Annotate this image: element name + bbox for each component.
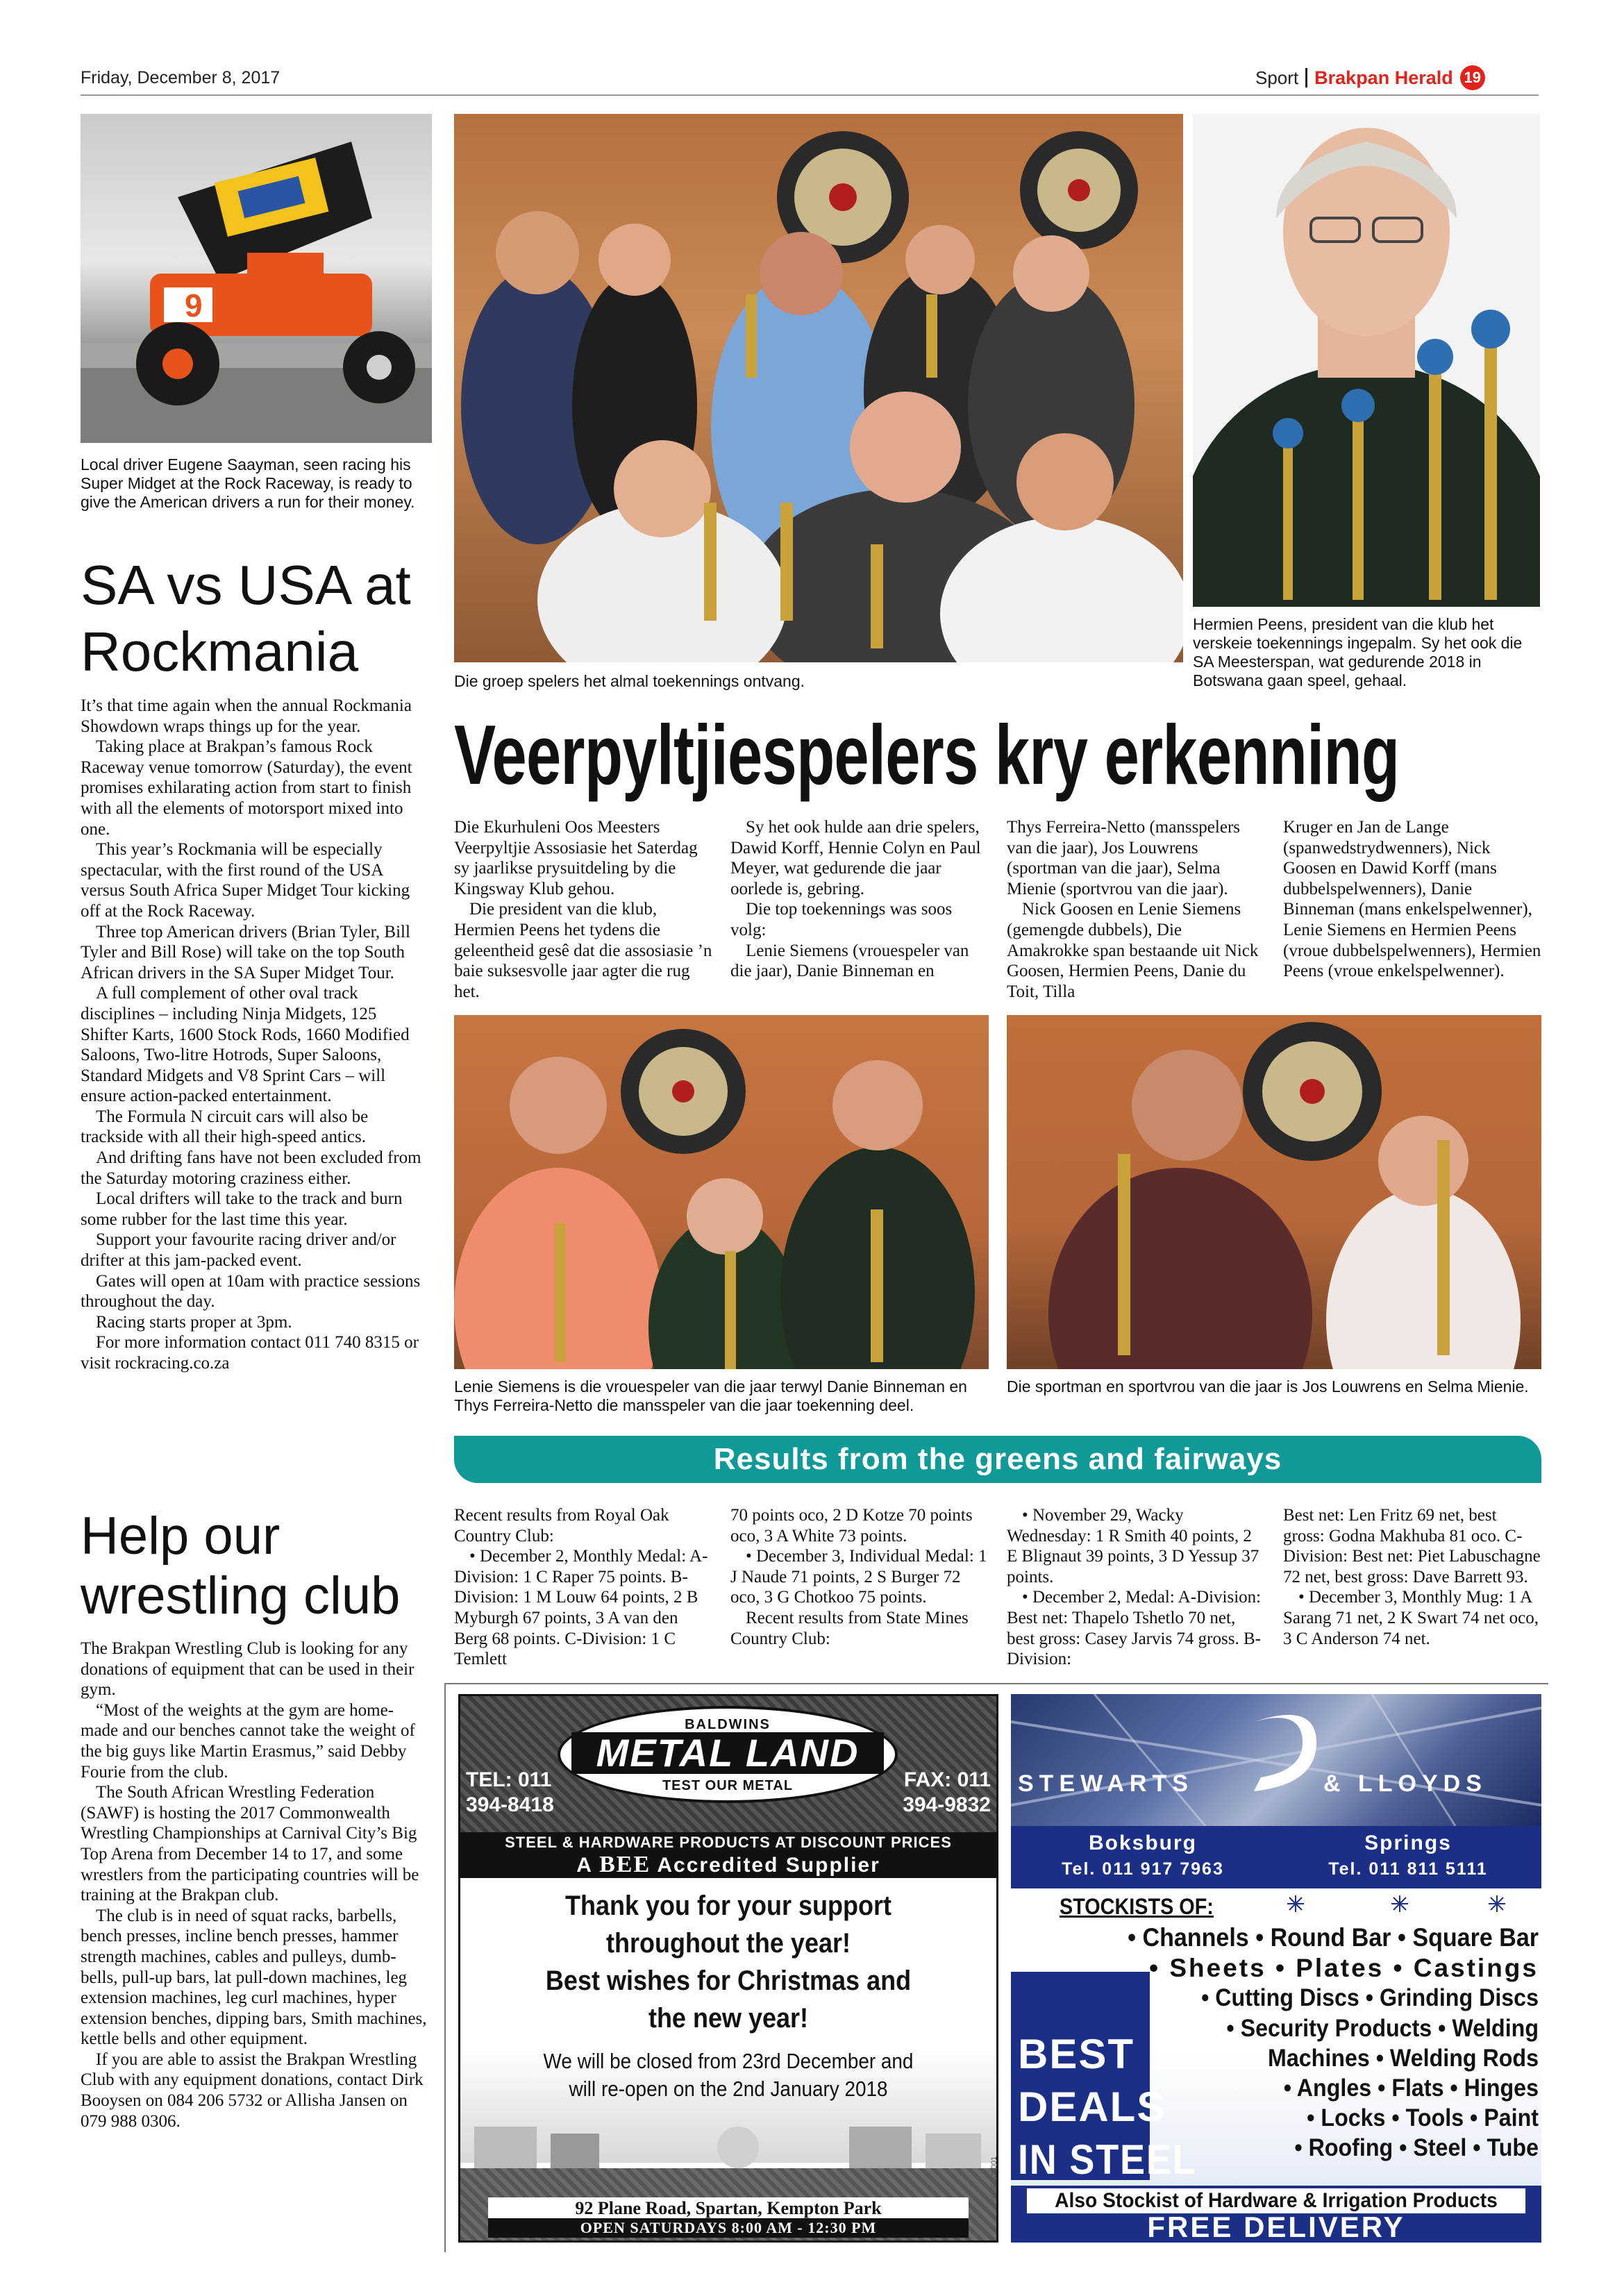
race-car-photo bbox=[81, 114, 432, 443]
rockmania-headline: SA vs USA at Rockmania bbox=[81, 554, 411, 682]
metal-land-fax-label: FAX: 011 bbox=[903, 1768, 991, 1791]
metal-land-strip2-a: A bbox=[576, 1854, 592, 1877]
rockmania-p11: Racing starts proper at 3pm. bbox=[96, 1312, 292, 1332]
metal-land-ref: 030E0C0001 bbox=[990, 2156, 998, 2201]
metal-land-tagline: TEST OUR METAL bbox=[662, 1778, 794, 1793]
stewarts-line-8: • Roofing • Steel • Tube bbox=[1294, 2134, 1539, 2161]
darts-col-3 bbox=[1007, 817, 1265, 1002]
wrestling-p4: The club is in need of squat racks, barbells, bench presses, incline bench presses, hammer strength machines, cables and pulleys, dumb-bells, pull-up bars, lat pull-down machines, leg extension machines, leg curl machines, hyper extension benches, dipping bars, Smith machines, kettle bells and other equipment. bbox=[81, 1906, 427, 2049]
metal-land-strip2-b: BEE bbox=[599, 1852, 651, 1877]
hermien-photo bbox=[1193, 114, 1540, 607]
stewarts-line-7: • Locks • Tools • Paint bbox=[1307, 2104, 1539, 2131]
stewarts-branch2-tel: Tel. 011 811 5111 bbox=[1328, 1859, 1488, 1879]
stewarts-big-2: DEALS bbox=[1018, 2084, 1166, 2130]
stewarts-line-3: • Cutting Discs • Grinding Discs bbox=[1201, 1984, 1539, 2011]
metal-land-tel-label: TEL: 011 bbox=[466, 1768, 552, 1791]
darts-col-2 bbox=[730, 817, 989, 982]
metal-land-thanks-2: throughout the year! bbox=[606, 1928, 851, 1959]
darts-c2-p2: Die top toekennings was soos volg: bbox=[730, 900, 953, 939]
rockmania-p12: For more information contact 011 740 8315 or visit rockracing.co.za bbox=[81, 1333, 419, 1373]
stewarts-brand-left: STEWARTS bbox=[1018, 1770, 1194, 1797]
golf-c4-p2: • December 3, Monthly Mug: 1 A Sarang 71 net, 2 K Swart 74 net oco, 3 C Anderson 74 net. bbox=[1283, 1588, 1539, 1648]
metal-land-thanks-1: Thank you for your support bbox=[564, 1891, 891, 1921]
metal-land-wishes-2: the new year! bbox=[648, 2003, 809, 2034]
golf-banner-title: Results from the greens and fairways bbox=[713, 1442, 1282, 1476]
metal-land-strip1: STEEL & HARDWARE PRODUCTS AT DISCOUNT PRICES bbox=[460, 1832, 996, 1853]
stewarts-line-1: • Channels • Round Bar • Square Bar bbox=[1128, 1923, 1539, 1952]
rockmania-p6: The Formula N circuit cars will also be trackside with all their high-speed antics. bbox=[81, 1107, 369, 1147]
golf-banner bbox=[454, 1436, 1541, 1483]
stewarts-line-6: • Angles • Flats • Hinges bbox=[1283, 2075, 1539, 2102]
golf-c3-p2: • December 2, Medal: A-Division: Best net: Thapelo Tshetlo 70 net, best gross: Casey Jarvis 74 gross. B-Division: bbox=[1007, 1588, 1262, 1669]
rockmania-p2: Taking place at Brakpan’s famous Rock Raceway venue tomorrow (Saturday), the event promises exhilarating action from start to finish with all the elements of motorsport mixed into one. bbox=[81, 737, 412, 839]
golf-c2-p2: • December 3, Individual Medal: 1 J Naude 71 points, 2 S Burger 72 oco, 3 G Chotkoo 75 points. bbox=[730, 1547, 987, 1607]
golf-c1-p1: Recent results from Royal Oak Country Club: bbox=[454, 1506, 669, 1545]
darts-c2-p3: Lenie Siemens (vrouespeler van die jaar), Danie Binneman en bbox=[730, 941, 969, 981]
golf-c1-p2: • December 2, Monthly Medal: A-Division: 1 C Raper 75 points. B-Division: 1 M Louw 64 points, 2 B Myburgh 67 points, 3 A van den Berg 68 points. C-Division: 1 C Temlett bbox=[454, 1547, 708, 1669]
wrestling-p2: “Most of the weights at the gym are home-made and our benches cannot take the weight of the big guys like Martin Erasmus,” said Debby Fourie from the club. bbox=[81, 1700, 415, 1782]
wrestling-headline: Help our wrestling club bbox=[81, 1507, 401, 1625]
rockmania-p1: It’s that time again when the annual Rockmania Showdown wraps things up for the year. bbox=[81, 696, 412, 736]
golf-c4-p1: Best net: Len Fritz 69 net, best gross: Godna Makhuba 81 oco. C-Division: Best net: Piet Labuschagne 72 net, best gross: Dave Barrett 93. bbox=[1283, 1506, 1541, 1586]
darts-c3-p1: Thys Ferreira-Netto (mansspelers van die jaar), Jos Louwrens (sportman van die jaar), Selma Mienie (sportvrou van die jaar). bbox=[1007, 818, 1240, 898]
brand-name: Brakpan Herald bbox=[1314, 67, 1453, 88]
stewarts-line-5: Machines • Welding Rods bbox=[1268, 2045, 1539, 2072]
stewarts-header-image bbox=[1011, 1694, 1541, 1826]
race-car-caption: Local driver Eugene Saayman, seen racing his Super Midget at the Rock Raceway, is ready to give the American drivers a run for their money. bbox=[81, 455, 415, 511]
stewarts-line-2: • Sheets • Plates • Castings bbox=[1149, 1954, 1539, 1982]
darts-c4-p1: Kruger en Jan de Lange (spanwedstrydwenners), Nick Goosen en Dawid Korff (mans dubbelspelwenners), Danie Binneman (mans enkelspelwenner), Lenie Siemens en Hermien Peens (vroue dubbelspelwenners), Hermien Peens (vroue enkelspelwenner). bbox=[1283, 818, 1541, 981]
snowflake-icons bbox=[1011, 1888, 1541, 2187]
rockmania-p9: Support your favourite racing driver and/or drifter at this jam-packed event. bbox=[81, 1230, 396, 1271]
darts-c2-p1: Sy het ook hulde aan drie spelers, Dawid Korff, Hennie Colyn en Paul Meyer, wat gedurende die jaar oorlede is, gebring. bbox=[730, 818, 981, 898]
stewarts-big-1: BEST bbox=[1018, 2031, 1135, 2077]
metal-land-logo: METAL LAND bbox=[571, 1732, 884, 1774]
group-photo bbox=[454, 114, 1183, 662]
darts-col-1 bbox=[454, 817, 712, 1002]
metal-land-wishes-1: Best wishes for Christmas and bbox=[545, 1966, 912, 1996]
ads-rule-left bbox=[444, 1683, 446, 2252]
darts-headline: Veerpyltjiespelers kry erkenning bbox=[454, 707, 1400, 802]
golf-col-4 bbox=[1283, 1505, 1541, 1649]
metal-land-ad bbox=[458, 1694, 998, 2243]
trio-photo bbox=[454, 1015, 989, 1369]
stewarts-branch1-name: Boksburg bbox=[1088, 1832, 1197, 1854]
header-rule bbox=[81, 94, 1539, 96]
darts-c1-p1: Die Ekurhuleni Oos Meesters Veerpyltjie Assosiasie het Saterdag sy jaarlikse prysuitdeling by die Kingsway Klub gehou. bbox=[454, 818, 698, 898]
wrestling-p3: The South African Wrestling Federation (SAWF) is hosting the 2017 Commonwealth Wrestling Championships at Carnival City’s Big Top Arena from December 14 to 17, and some wrestlers from the participating countries will be training at the Brakpan club. bbox=[81, 1783, 419, 1905]
darts-c1-p2: Die president van die klub, Hermien Peens het tydens die geleentheid gesê dat die assosiasie ’n baie suksesvolle jaar agter die rug het. bbox=[454, 900, 712, 1001]
golf-c3-p1: • November 29, Wacky Wednesday: 1 R Smith 40 points, 2 E Blignaut 39 points, 3 D Yessup 37 points. bbox=[1007, 1506, 1259, 1586]
metal-land-strip2 bbox=[460, 1853, 996, 1878]
trio-caption: Lenie Siemens is die vrouespeler van die jaar terwyl Danie Binneman en Thys Ferreira-Netto die mansspeler van die jaar toekenning deel. bbox=[454, 1377, 967, 1414]
golf-c2-p3: Recent results from State Mines Country Club: bbox=[730, 1608, 969, 1648]
stewarts-ad bbox=[1011, 1694, 1541, 2243]
metal-land-hours: OPEN SATURDAYS 8:00 AM - 12:30 PM bbox=[488, 2218, 969, 2238]
section-label: Sport bbox=[1255, 67, 1299, 88]
metal-land-address: 92 Plane Road, Spartan, Kempton Park bbox=[488, 2197, 969, 2220]
pair-photo bbox=[1007, 1015, 1541, 1369]
page-number: 19 bbox=[1460, 65, 1485, 90]
rockmania-body bbox=[81, 696, 424, 1374]
wrestling-p5: If you are able to assist the Brakpan Wrestling Club with any equipment donations, contact Dirk Booysen on 084 206 5732 or Allisha Jansen on 079 988 0306. bbox=[81, 2050, 424, 2131]
wrestling-body bbox=[81, 1639, 428, 2131]
hermien-caption: Hermien Peens, president van die klub het verskeie toekennings ingepalm. Sy het ook die SA Meesterspan, wat gedurende 2018 in Botswana gaan speel, gehaal. bbox=[1193, 615, 1523, 689]
svg-text:9: 9 bbox=[185, 287, 203, 324]
ads-rule-top bbox=[444, 1683, 1548, 1684]
pair-caption: Die sportman en sportvrou van die jaar is Jos Louwrens en Selma Mienie. bbox=[1007, 1377, 1529, 1396]
rockmania-p5: A full complement of other oval track disciplines – including Ninja Midgets, 125 Shifter Karts, 1600 Stock Rods, 1660 Modified Saloons, Two-litre Hotrods, Super Saloons, Standard Midgets and V8 Sprint Cars – will ensure action-packed entertainment. bbox=[81, 984, 410, 1106]
stewarts-also: Also Stockist of Hardware & Irrigation Products bbox=[1027, 2188, 1525, 2213]
section-header bbox=[1255, 65, 1485, 90]
metal-land-top-small: BALDWINS bbox=[685, 1717, 771, 1732]
stewarts-brand-right: & LLOYDS bbox=[1323, 1770, 1487, 1797]
wrestling-p1: The Brakpan Wrestling Club is looking for any donations of equipment that can be used in their gym. bbox=[81, 1639, 415, 1700]
metal-land-tel-number: 394-8418 bbox=[466, 1793, 554, 1816]
metal-land-closed-1: We will be closed from 23rd December and bbox=[543, 2049, 914, 2073]
metal-land-fax-number: 394-9832 bbox=[903, 1793, 991, 1816]
golf-col-3 bbox=[1007, 1505, 1265, 1670]
stewarts-branch1-tel: Tel. 011 917 7963 bbox=[1062, 1859, 1224, 1879]
rockmania-p10: Gates will open at 10am with practice sessions throughout the day. bbox=[81, 1271, 421, 1312]
metal-land-closed-2: will re-open on the 2nd January 2018 bbox=[569, 2077, 888, 2101]
golf-col-1 bbox=[454, 1505, 712, 1670]
stewarts-free-delivery: FREE DELIVERY bbox=[1147, 2211, 1405, 2243]
metal-land-strip2-c: Accredited Supplier bbox=[657, 1854, 880, 1877]
darts-c3-p2: Nick Goosen en Lenie Siemens (gemengde dubbels), Die Amakrokke span bestaande uit Nick Goosen, Hermien Peens, Danie du Toit, Tilla bbox=[1007, 900, 1259, 1001]
stewarts-stockists: STOCKISTS OF: bbox=[1060, 1894, 1214, 1919]
darts-col-4 bbox=[1283, 817, 1541, 982]
page-date: Friday, December 8, 2017 bbox=[81, 68, 281, 87]
rockmania-p3: This year’s Rockmania will be especially spectacular, with the first round of the USA versus South Africa Super Midget Tour kicking off at the Rock Raceway. bbox=[81, 840, 410, 921]
gift-boxes-icon bbox=[460, 2106, 996, 2168]
rockmania-p8: Local drifters will take to the track and burn some rubber for the last time this year. bbox=[81, 1189, 403, 1229]
rockmania-p7: And drifting fans have not been excluded from the Saturday motoring craziness either. bbox=[81, 1148, 421, 1188]
golf-c2-p1: 70 points oco, 2 D Kotze 70 points oco, 3 A White 73 points. bbox=[730, 1506, 973, 1545]
stewarts-big-3: IN STEEL bbox=[1018, 2136, 1197, 2183]
stewarts-line-4: • Security Products • Welding bbox=[1226, 2015, 1539, 2042]
golf-col-2 bbox=[730, 1505, 989, 1649]
stewarts-branch2-name: Springs bbox=[1364, 1832, 1452, 1854]
rockmania-p4: Three top American drivers (Brian Tyler, Bill Tyler and Bill Rose) will take on the top South African drivers in the SA Super Midget Tour. bbox=[81, 922, 410, 982]
group-caption: Die groep spelers het almal toekennings ontvang. bbox=[454, 672, 805, 690]
